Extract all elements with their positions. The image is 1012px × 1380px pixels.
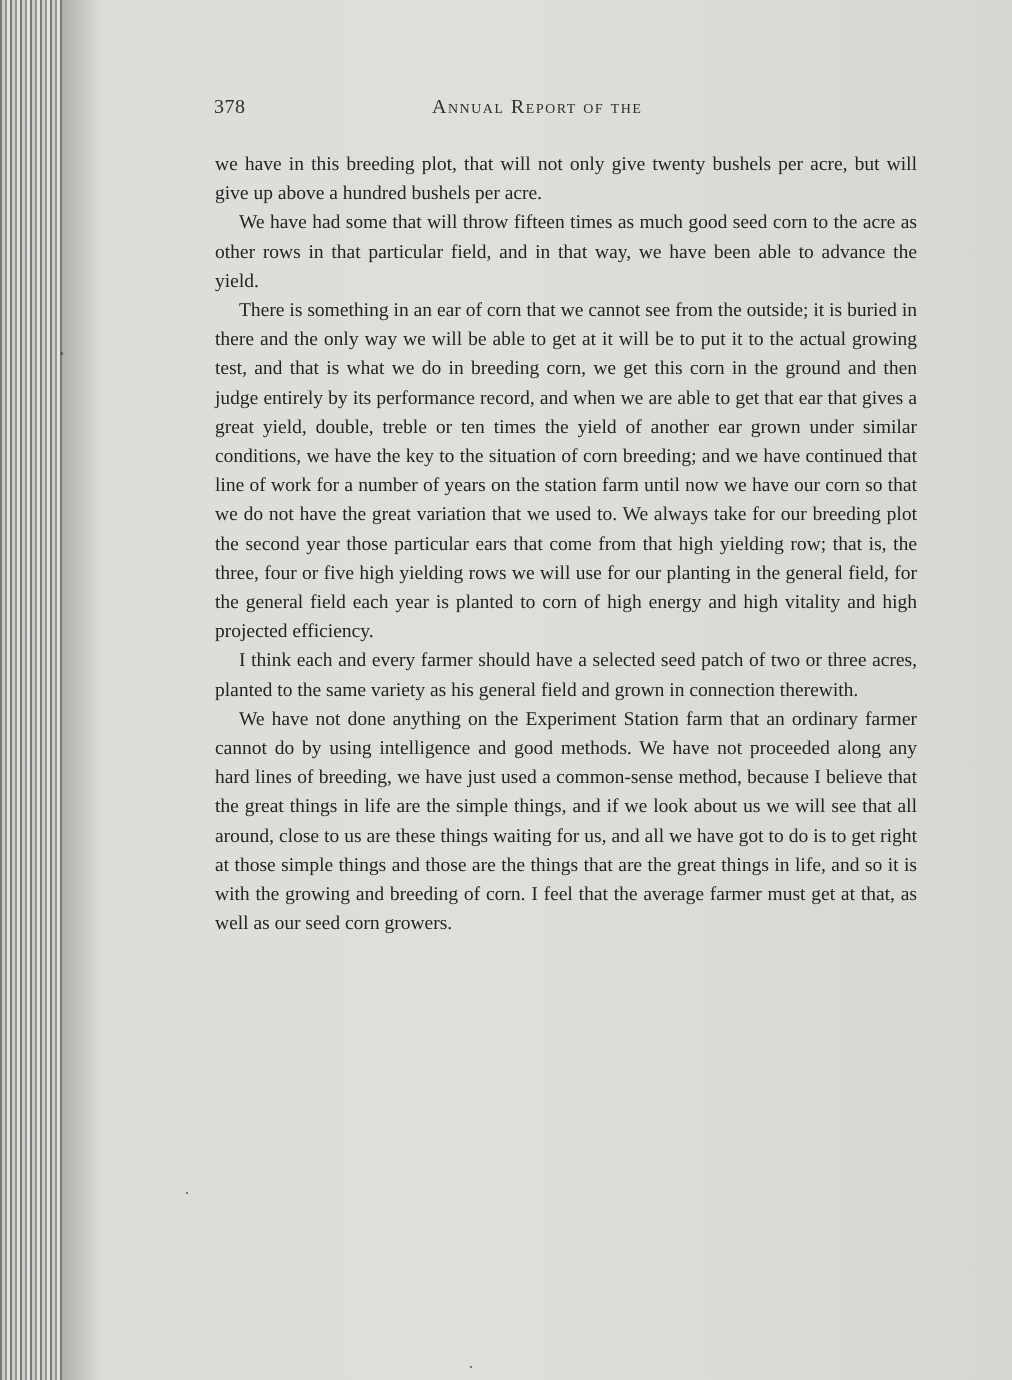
paragraph-5: We have not done anything on the Experiment Station farm that an ordinary farmer cannot do by using intelligence and good methods. We have not proceeded along any hard lines of breeding, we have just used a common-sense method, because I believe that the great things in life are the simple things, and if we look about us we will see that all around, close to us are these things waiting for us, and all we have got to do is to get right at those simple things and those are the things that are the great things in life, and so it is with the growing and breeding of corn. I feel that the average farmer must get at that, as well as our seed corn growers. [215, 708, 917, 935]
running-head [214, 96, 918, 130]
paragraph-2: We have had some that will throw fifteen times as much good seed corn to the acre as other rows in that particular field, and in that way, we have been able to advance the yield. [215, 212, 917, 292]
binding-shadow [62, 0, 102, 1380]
page-number: 378 [214, 96, 246, 118]
scan-speck [60, 352, 63, 355]
paragraph-1: we have in this breeding plot, that will not only give twenty bushels per acre, but will give up above a hundred bushels per acre. [215, 154, 917, 205]
running-header-title: Annual Report of the [432, 96, 643, 118]
scan-speck [470, 1366, 472, 1368]
scan-speck [186, 1192, 188, 1194]
book-binding-edge [0, 0, 62, 1380]
paragraph-3: There is something in an ear of corn that we cannot see from the outside; it is buried in there and the only way we will be able to get at it will be to put it to the actual growing test, and that is what we do in breeding corn, we get this corn in the ground and then judge entirely by its performance record, and when we are able to get that ear that gives a great yield, double, treble or ten times the yield of another ear grown under similar conditions, we have the key to the situation of corn breeding; and we have continued that line of work for a number of years on the station farm until now we have our corn so that we do not have the great variation that we used to. We always take for our breeding plot the second year those particular ears that come from that high yielding row; that is, the three, four or five high yielding rows we will use for our planting in the general field, for the general field each year is planted to corn of high energy and high vitality and high projected efficiency. [215, 300, 917, 643]
body-text [215, 150, 917, 938]
paragraph-4: I think each and every farmer should have a selected seed patch of two or three acres, planted to the same variety as his general field and grown in connection therewith. [215, 650, 917, 701]
